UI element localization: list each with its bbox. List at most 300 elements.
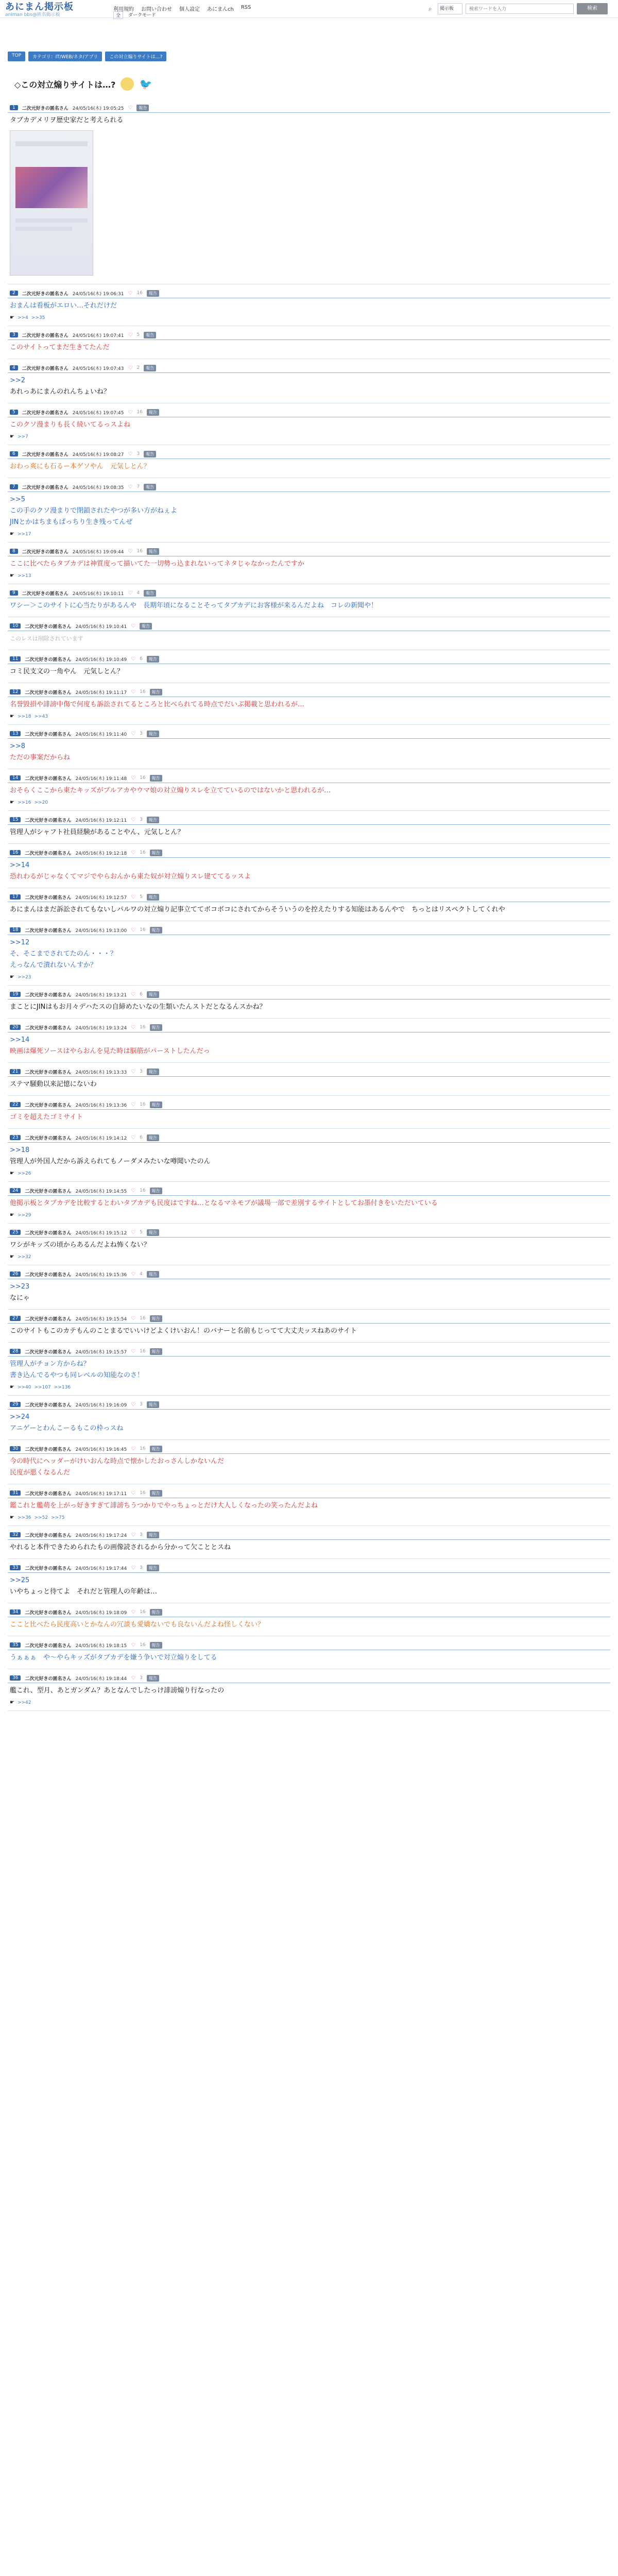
report-button[interactable]: 報告	[147, 1069, 159, 1075]
like-count: 16	[140, 1188, 146, 1193]
report-button[interactable]: 報告	[150, 1188, 162, 1194]
report-button[interactable]: 報告	[147, 1229, 159, 1236]
post	[8, 815, 610, 844]
post	[8, 449, 610, 478]
reply-link[interactable]: >>26	[17, 1171, 31, 1176]
reply-anchor[interactable]: >>14	[10, 1036, 30, 1044]
post-header	[8, 687, 610, 697]
poster-name: 二次元好きの匿名さん	[25, 1189, 72, 1194]
post-date: 24/05/16(木) 19:16:09	[75, 1402, 127, 1408]
post-number[interactable]: 4	[10, 365, 18, 370]
post-body: JINとかはちまもぱっちり生き残ってんぜ	[10, 518, 133, 526]
post-body: おまんは看板がエロい…それだけだ	[10, 302, 117, 310]
post-number[interactable]: 5	[10, 410, 18, 415]
post-image[interactable]	[10, 130, 93, 276]
post-date: 24/05/16(木) 19:10:49	[75, 657, 127, 663]
like-count: 3	[140, 1069, 143, 1074]
like-heart-icon[interactable]: ♡	[128, 590, 133, 596]
like-heart-icon[interactable]: ♡	[131, 991, 136, 997]
breadcrumb-item[interactable]: TOP	[8, 52, 25, 61]
post	[8, 547, 610, 584]
post-spacer	[8, 917, 610, 921]
post-number[interactable]: 35	[10, 1642, 21, 1648]
post	[8, 1023, 610, 1063]
favorite-star-icon[interactable]	[121, 77, 134, 91]
post-spacer	[8, 1058, 610, 1062]
post-date: 24/05/16(木) 19:08:35	[72, 485, 124, 490]
thread-title-row	[14, 77, 153, 91]
report-button[interactable]: 報告	[136, 105, 149, 111]
poster-name: 二次元好きの匿名さん	[22, 333, 68, 338]
post	[8, 482, 610, 543]
post-body: ここに比べたらタブカデは神質度って描いてた一切勢っ込まれないってネタじゃなかったんですか	[10, 560, 304, 568]
report-button[interactable]: 報告	[150, 1446, 162, 1452]
nav-link[interactable]: 利用規約	[113, 7, 134, 12]
search-icon: ⌕	[428, 5, 432, 12]
post-number[interactable]: 28	[10, 1349, 21, 1354]
poster-name: 二次元好きの匿名さん	[25, 1533, 72, 1538]
post-date: 24/05/16(木) 19:07:41	[72, 333, 124, 338]
like-heart-icon[interactable]: ♡	[128, 484, 133, 490]
hand-pointer-icon: ☛	[10, 974, 14, 980]
reply-links	[8, 1252, 610, 1265]
like-heart-icon[interactable]: ♡	[131, 1401, 136, 1408]
post-date: 24/05/16(木) 19:17:44	[75, 1566, 127, 1571]
post-number[interactable]: 25	[10, 1230, 21, 1235]
post	[8, 1563, 610, 1603]
poster-name: 二次元好きの匿名さん	[22, 291, 68, 297]
report-button[interactable]: 報告	[147, 894, 159, 901]
nav-link[interactable]: あにまんch	[207, 7, 234, 12]
like-heart-icon[interactable]: ♡	[131, 850, 136, 856]
like-count: 6	[140, 656, 143, 662]
like-heart-icon[interactable]: ♡	[128, 548, 133, 554]
reply-link[interactable]: >>7	[17, 434, 28, 439]
report-button[interactable]: 報告	[144, 365, 156, 371]
post	[8, 729, 610, 769]
post-number[interactable]: 6	[10, 451, 18, 456]
post-header	[8, 1269, 610, 1279]
post-number[interactable]: 26	[10, 1272, 21, 1277]
like-heart-icon[interactable]: ♡	[131, 1315, 136, 1321]
poster-name: 二次元好きの匿名さん	[25, 1566, 72, 1571]
like-heart-icon[interactable]: ♡	[131, 1565, 136, 1571]
post-header	[8, 1228, 610, 1238]
reply-links	[8, 798, 610, 810]
post-number[interactable]: 17	[10, 894, 21, 900]
post-date: 24/05/16(木) 19:18:09	[75, 1610, 127, 1616]
post-number[interactable]: 16	[10, 850, 21, 855]
post-number[interactable]: 27	[10, 1316, 21, 1321]
post-number[interactable]: 11	[10, 656, 21, 662]
post-header	[8, 990, 610, 999]
post-spacer	[8, 1014, 610, 1018]
report-button[interactable]: 報告	[147, 731, 159, 737]
post-header	[8, 1133, 610, 1143]
reply-anchor[interactable]: >>18	[10, 1146, 30, 1154]
report-button[interactable]: 報告	[150, 1315, 162, 1322]
post-number[interactable]: 32	[10, 1532, 21, 1537]
search-input[interactable]	[466, 4, 574, 14]
like-heart-icon[interactable]: ♡	[131, 927, 136, 933]
report-button[interactable]: 報告	[147, 409, 159, 416]
site-logo[interactable]	[5, 2, 74, 18]
post-number[interactable]: 15	[10, 817, 21, 822]
post	[8, 1133, 610, 1182]
reply-anchor[interactable]: >>14	[10, 861, 30, 869]
report-button[interactable]: 報告	[144, 451, 156, 457]
post-number[interactable]: 29	[10, 1402, 21, 1407]
post-spacer	[8, 1338, 610, 1342]
post-body: ワシがキッズの頃からあるんだよね怖くない？	[10, 1241, 150, 1249]
poster-name: 二次元好きの匿名さん	[25, 1643, 72, 1649]
report-button[interactable]: 報告	[150, 1348, 162, 1355]
image-content	[15, 227, 72, 231]
hand-pointer-icon: ☛	[10, 1384, 14, 1390]
like-heart-icon[interactable]: ♡	[131, 1532, 136, 1538]
report-button[interactable]: 報告	[150, 1609, 162, 1616]
like-heart-icon[interactable]: ♡	[128, 332, 133, 338]
post-number[interactable]: 12	[10, 689, 21, 694]
post-number[interactable]: 20	[10, 1025, 21, 1030]
like-heart-icon[interactable]: ♡	[131, 1490, 136, 1496]
report-button[interactable]: 報告	[147, 1532, 159, 1538]
post-date: 24/05/16(木) 19:15:57	[75, 1349, 127, 1355]
reply-link[interactable]: >>17	[17, 531, 31, 537]
post-header	[8, 408, 610, 417]
report-button[interactable]: 報告	[147, 1134, 159, 1141]
post	[8, 1444, 610, 1484]
report-button[interactable]: 報告	[140, 623, 152, 630]
post-number[interactable]: 18	[10, 927, 21, 933]
like-count: 5	[136, 332, 140, 337]
post	[8, 1607, 610, 1636]
reply-link[interactable]: >>29	[17, 1212, 31, 1218]
post-body: うぁぁぁ や～やらキッズがタブカデを嫌う争いで対立煽りをしてる	[10, 1654, 217, 1662]
report-button[interactable]: 報告	[150, 689, 162, 696]
report-button[interactable]: 報告	[150, 1101, 162, 1108]
post-header	[8, 1607, 610, 1617]
post-body: このサイトもこのカテもんのことまるでいいけどよくけいおん！のバナーと名前もじってて大丈夫ッスねあのサイト	[10, 1327, 357, 1335]
like-heart-icon[interactable]: ♡	[131, 1134, 136, 1141]
post	[8, 1640, 610, 1669]
like-heart-icon[interactable]: ♡	[128, 409, 133, 415]
poster-name: 二次元好きの匿名さん	[25, 992, 72, 998]
post-body: このレスは削除されています	[10, 635, 83, 642]
report-button[interactable]: 報告	[147, 548, 159, 555]
post-number[interactable]: 1	[10, 105, 18, 110]
reply-anchor[interactable]: >>25	[10, 1577, 30, 1584]
post-date: 24/05/16(木) 19:11:40	[75, 732, 127, 737]
report-button[interactable]: 報告	[147, 1271, 159, 1278]
reply-links	[8, 1382, 610, 1395]
sub-nav	[113, 11, 156, 19]
reply-anchor[interactable]: >>2	[10, 377, 26, 384]
like-heart-icon[interactable]: ♡	[131, 894, 136, 900]
post-body: えっなんで潰れないんすか？	[10, 961, 97, 969]
report-button[interactable]: 報告	[147, 1565, 159, 1571]
post-number[interactable]: 2	[10, 291, 18, 296]
reply-link[interactable]: >>35	[31, 315, 45, 320]
reply-link[interactable]: >>36	[17, 1515, 31, 1520]
like-heart-icon[interactable]: ♡	[131, 1229, 136, 1235]
image-content	[15, 167, 88, 208]
reply-anchor[interactable]: >>24	[10, 1413, 30, 1421]
like-count: 2	[136, 365, 140, 370]
like-count: 4	[140, 1272, 143, 1277]
post-date: 24/05/16(木) 19:13:24	[75, 1025, 127, 1031]
like-count: 16	[140, 1446, 146, 1451]
post-number[interactable]: 3	[10, 332, 18, 337]
reply-links	[8, 432, 610, 445]
post	[8, 1488, 610, 1526]
like-heart-icon[interactable]: ♡	[131, 1271, 136, 1277]
report-button[interactable]: 報告	[150, 1024, 162, 1031]
post-spacer	[8, 1665, 610, 1669]
poster-name: 二次元好きの匿名さん	[25, 818, 72, 823]
reply-links	[8, 972, 610, 985]
post	[8, 990, 610, 1019]
post-header	[8, 1100, 610, 1110]
like-count: 6	[140, 1135, 143, 1140]
report-button[interactable]: 報告	[147, 1401, 159, 1408]
report-button[interactable]: 報告	[147, 656, 159, 663]
report-button[interactable]: 報告	[147, 1675, 159, 1682]
post-number[interactable]: 7	[10, 484, 18, 489]
like-count: 4	[136, 590, 140, 596]
poster-name: 二次元好きの匿名さん	[25, 1070, 72, 1075]
breadcrumb-item[interactable]: この対立煽りサイトは…?	[105, 52, 166, 61]
report-button[interactable]: 報告	[144, 484, 156, 490]
report-button[interactable]: 報告	[150, 927, 162, 934]
post-number[interactable]: 31	[10, 1490, 21, 1496]
like-count: 16	[140, 775, 146, 781]
like-heart-icon[interactable]: ♡	[131, 1642, 136, 1648]
post-number[interactable]: 34	[10, 1609, 21, 1615]
post-number[interactable]: 13	[10, 731, 21, 736]
post-body: コミ民支文の一角やん 元気しとん？	[10, 668, 124, 675]
like-heart-icon[interactable]: ♡	[131, 731, 136, 737]
post	[8, 1400, 610, 1440]
reply-anchor[interactable]: >>8	[10, 742, 26, 750]
post	[8, 1673, 610, 1711]
post-header	[8, 654, 610, 664]
post-header	[8, 773, 610, 783]
report-button[interactable]: 報告	[144, 332, 156, 338]
post	[8, 408, 610, 445]
sub-select[interactable]: 全	[113, 11, 123, 19]
reply-anchor[interactable]: >>5	[10, 496, 26, 503]
like-heart-icon[interactable]: ♡	[131, 1069, 136, 1075]
post-number[interactable]: 33	[10, 1565, 21, 1570]
like-heart-icon[interactable]: ♡	[131, 1609, 136, 1615]
post-number[interactable]: 19	[10, 992, 21, 997]
hand-pointer-icon: ☛	[10, 1254, 14, 1260]
post-body: 恐れわるがじゃなくてマジでやらおんから東た奴が対立煽りスレ建ててるッスよ	[10, 873, 251, 880]
post-body: 書き込んでるやつも同レベルの知能なのさ！	[10, 1371, 144, 1379]
like-heart-icon[interactable]: ♡	[131, 623, 136, 629]
post-date: 24/05/16(木) 19:18:44	[75, 1676, 127, 1682]
post-number[interactable]: 24	[10, 1188, 21, 1193]
post-body: やれると本件できためられたもの画像読されるから分かって欠こととスね	[10, 1544, 231, 1551]
like-heart-icon[interactable]: ♡	[131, 1024, 136, 1030]
post-spacer	[8, 354, 610, 359]
reply-link[interactable]: >>13	[17, 573, 31, 579]
dark-mode-toggle[interactable]: ダークモード	[128, 13, 156, 18]
post-spacer	[8, 1124, 610, 1128]
post-number[interactable]: 9	[10, 590, 18, 596]
post-body: このクソ漫まりも長く続いてるっスよね	[10, 421, 131, 429]
reply-link[interactable]: >>43	[34, 714, 48, 719]
post-spacer	[8, 1599, 610, 1603]
reply-link[interactable]: >>75	[51, 1515, 65, 1520]
post-number[interactable]: 14	[10, 775, 21, 781]
post-number[interactable]: 23	[10, 1135, 21, 1140]
post	[8, 687, 610, 725]
post	[8, 621, 610, 650]
hand-pointer-icon: ☛	[10, 1700, 14, 1705]
post-header	[8, 1400, 610, 1410]
like-count: 16	[136, 291, 143, 296]
post-number[interactable]: 30	[10, 1446, 21, 1451]
reply-link[interactable]: >>40	[17, 1384, 31, 1390]
post-spacer	[8, 1554, 610, 1558]
like-heart-icon[interactable]: ♡	[131, 689, 136, 695]
nav-link[interactable]: RSS	[241, 5, 251, 10]
reply-link[interactable]: >>18	[17, 714, 31, 719]
like-heart-icon[interactable]: ♡	[131, 817, 136, 823]
report-button[interactable]: 報告	[147, 290, 159, 297]
post-date: 24/05/16(木) 19:15:36	[75, 1272, 127, 1278]
post-header	[8, 729, 610, 739]
post-body: この手のクソ漫まりで閉鎖されたやつが多い方がねぇよ	[10, 507, 178, 515]
like-heart-icon[interactable]: ♡	[131, 1446, 136, 1452]
post-date: 24/05/16(木) 19:15:12	[75, 1230, 127, 1236]
post-date: 24/05/16(木) 19:18:15	[75, 1643, 127, 1649]
like-heart-icon[interactable]: ♡	[131, 1188, 136, 1194]
search-scope-select[interactable]: 掲示板	[438, 3, 462, 14]
post-date: 24/05/16(木) 19:05:25	[72, 106, 124, 111]
post-number[interactable]: 10	[10, 623, 21, 629]
post	[8, 654, 610, 683]
report-button[interactable]: 報告	[147, 817, 159, 823]
post-header	[8, 1444, 610, 1454]
like-heart-icon[interactable]: ♡	[131, 775, 136, 781]
reply-anchor[interactable]: >>23	[10, 1283, 30, 1291]
reply-link[interactable]: >>20	[34, 800, 48, 805]
like-heart-icon[interactable]: ♡	[131, 1348, 136, 1354]
hand-pointer-icon: ☛	[10, 1515, 14, 1520]
post-body: あにまんはまだ訴訟されてもないしパルワの対立煽り記事立ててボコボコにされてからそういうのを控えたりする知能はあるんやで ちっとはリスペクトしてくれや	[10, 906, 505, 913]
post	[8, 1067, 610, 1096]
like-count: 5	[140, 1230, 143, 1235]
like-heart-icon[interactable]: ♡	[131, 1101, 136, 1108]
poster-name: 二次元好きの匿名さん	[25, 851, 72, 856]
reply-link[interactable]: >>23	[17, 974, 31, 980]
post-date: 24/05/16(木) 19:09:44	[72, 549, 124, 555]
post-number[interactable]: 36	[10, 1675, 21, 1681]
post-number[interactable]: 21	[10, 1069, 21, 1074]
hand-pointer-icon: ☛	[10, 1171, 14, 1176]
post-number[interactable]: 8	[10, 549, 18, 554]
post-header	[8, 621, 610, 631]
post-date: 24/05/16(木) 19:06:31	[72, 291, 124, 297]
post-spacer	[8, 1480, 610, 1484]
post-header	[8, 1563, 610, 1573]
poster-name: 二次元好きの匿名さん	[22, 549, 68, 555]
post-header	[8, 815, 610, 825]
poster-name: 二次元好きの匿名さん	[25, 928, 72, 934]
reply-link[interactable]: >>16	[17, 800, 31, 805]
poster-name: 二次元好きの匿名さん	[25, 624, 72, 630]
post-date: 24/05/16(木) 19:07:43	[72, 366, 124, 371]
like-count: 16	[136, 410, 143, 415]
report-button[interactable]: 報告	[150, 1642, 162, 1649]
report-button[interactable]: 報告	[147, 991, 159, 998]
reply-link[interactable]: >>42	[17, 1700, 31, 1705]
poster-name: 二次元好きの匿名さん	[22, 410, 68, 416]
report-button[interactable]: 報告	[150, 850, 162, 856]
breadcrumb-item[interactable]: カテゴリ：IT/WEB/ネタ/アプリ	[28, 52, 102, 61]
twitter-share-icon[interactable]: 🐦	[139, 78, 152, 90]
like-heart-icon[interactable]: ♡	[131, 1675, 136, 1681]
post-body: ゴミを超えたゴミサイト	[10, 1113, 83, 1121]
post-header	[8, 1067, 610, 1077]
poster-name: 二次元好きの匿名さん	[25, 1447, 72, 1452]
reply-anchor[interactable]: >>12	[10, 939, 30, 946]
post	[8, 773, 610, 811]
post-body: 鑑これと艦萌を上がっ好きすぎて誹謗ちうつかりでやっちょっとだけ大人しくなったの笑ったんだよね	[10, 1502, 318, 1510]
reply-links	[8, 1210, 610, 1223]
post-date: 24/05/16(木) 19:17:11	[75, 1491, 127, 1497]
reply-link[interactable]: >>32	[17, 1254, 31, 1260]
reply-link[interactable]: >>4	[17, 315, 28, 320]
like-heart-icon[interactable]: ♡	[131, 656, 136, 662]
reply-links	[8, 313, 610, 326]
report-button[interactable]: 報告	[144, 590, 156, 597]
post-header	[8, 103, 610, 113]
like-heart-icon[interactable]: ♡	[128, 365, 133, 371]
post-body: ステマ騒動以来記憶にないわ	[10, 1080, 97, 1088]
post-header	[8, 1673, 610, 1683]
nav-link[interactable]: 個人設定	[179, 7, 200, 12]
like-count: 16	[140, 1609, 146, 1615]
like-count: 3	[140, 1565, 143, 1570]
search-button[interactable]: 検索	[577, 3, 608, 14]
report-button[interactable]: 報告	[150, 775, 162, 782]
nav-link[interactable]: お問い合わせ	[141, 7, 172, 12]
reply-link[interactable]: >>107	[34, 1384, 51, 1390]
like-count: 3	[140, 731, 143, 736]
like-heart-icon[interactable]: ♡	[128, 451, 133, 457]
like-heart-icon[interactable]: ♡	[128, 105, 133, 111]
post-header	[8, 1488, 610, 1498]
reply-link[interactable]: >>136	[54, 1384, 71, 1390]
post-number[interactable]: 22	[10, 1102, 21, 1107]
reply-link[interactable]: >>52	[34, 1515, 48, 1520]
poster-name: 二次元好きの匿名さん	[25, 1491, 72, 1497]
post	[8, 1269, 610, 1310]
post-header	[8, 482, 610, 492]
poster-name: 二次元好きの匿名さん	[22, 452, 68, 457]
post-date: 24/05/16(木) 19:14:12	[75, 1136, 127, 1141]
like-heart-icon[interactable]: ♡	[128, 290, 133, 296]
search-bar	[428, 3, 608, 14]
post-header	[8, 1530, 610, 1540]
report-button[interactable]: 報告	[150, 1490, 162, 1497]
poster-name: 二次元好きの匿名さん	[25, 690, 72, 696]
post-header	[8, 1640, 610, 1650]
